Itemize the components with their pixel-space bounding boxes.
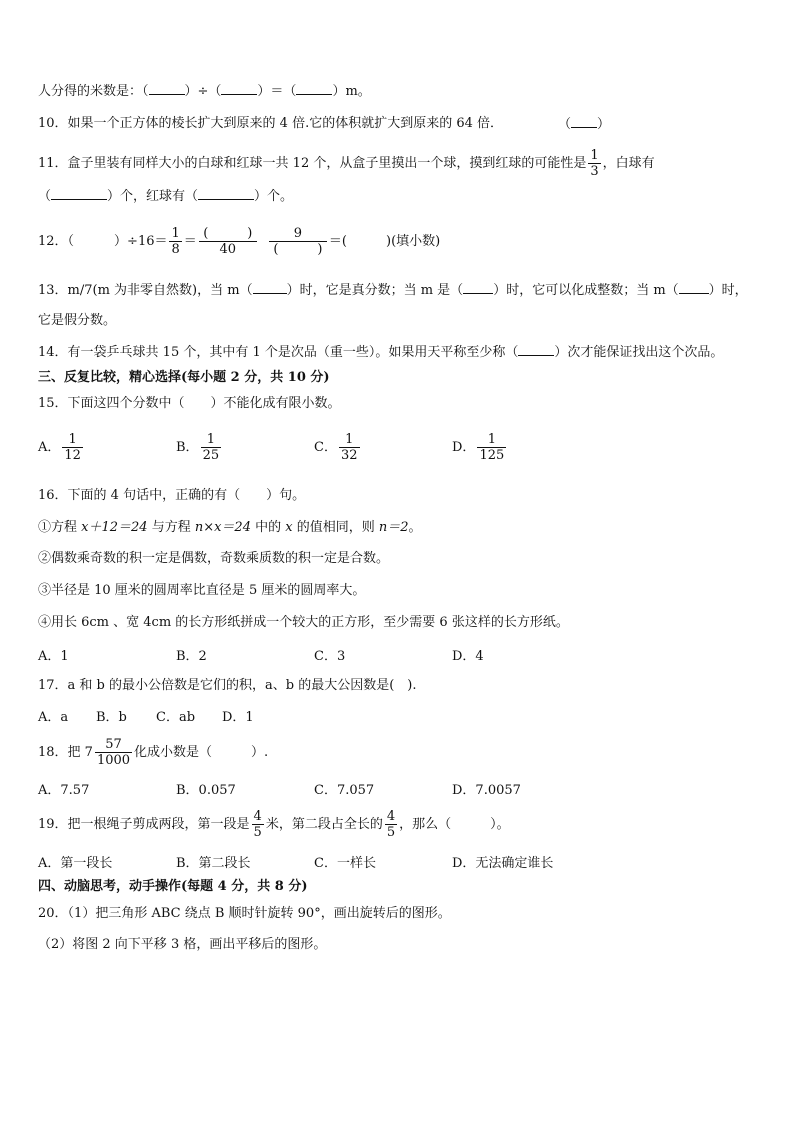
option-a[interactable]: A．7.57: [38, 783, 90, 798]
option-b[interactable]: B．b: [96, 710, 127, 725]
option-d[interactable]: D． $\frac{1}{125}$: [452, 432, 505, 463]
statement-1: ①方程 x＋12＝24 与方程 n×x＝24 中的 x 的值相同，则 n＝2。: [38, 520, 422, 535]
option-d[interactable]: D．7.0057: [452, 783, 521, 798]
answer-blank[interactable]: [221, 81, 257, 95]
question-13: 13．m/7(m 为非零自然数)，当 m（ ）时，它是真分数；当 m 是（ ）时，它可以化成整数；当 m（ ）时，: [38, 280, 748, 301]
answer-blank[interactable]: [679, 280, 709, 294]
section-heading-4: 四、动脑思考，动手操作(每题 4 分，共 8 分): [38, 879, 308, 894]
fraction: $\frac{1}{3}$: [590, 148, 599, 179]
option-a[interactable]: A． $\frac{1}{12}$: [38, 432, 81, 463]
question-17: 17．a 和 b 的最小公倍数是它们的积，a、b 的最大公因数是( ).: [38, 678, 417, 693]
question-10: 10．如果一个正方体的棱长扩大到原来的 4 倍.它的体积就扩大到原来的 64 倍． （ ）: [38, 116, 611, 132]
question-14: 14．有一袋乒乓球共 15 个，其中有 1 个是次品（重一些）。如果用天平称至少称（ ）次才能保证找出这个次品。: [38, 342, 723, 363]
option-c[interactable]: C．7.057: [314, 783, 375, 798]
option-c[interactable]: C．ab: [156, 710, 196, 725]
option-b[interactable]: B．2: [176, 649, 207, 664]
section-heading-3: 三、反复比较，精心选择(每小题 2 分，共 10 分): [38, 370, 330, 385]
option-c[interactable]: C． $\frac{1}{32}$: [314, 432, 358, 463]
option-b[interactable]: B． $\frac{1}{25}$: [176, 432, 220, 463]
question-18: 18．把 7 $\frac{57}{1000}$ 化成小数是（ ）.: [38, 737, 269, 768]
option-d[interactable]: D．1: [222, 710, 254, 725]
fraction: $\frac{1}{8}$: [171, 226, 180, 257]
option-c[interactable]: C．一样长: [314, 856, 376, 871]
fraction[interactable]: $\frac{9}{( )}$: [269, 226, 327, 257]
question-12: 12．（ ）÷16＝ $\frac{1}{8}$ ＝ $\frac{( )}{40}$ $\frac{9}{( )}$ ＝( )(填小数): [38, 226, 441, 257]
answer-blank[interactable]: [296, 81, 332, 95]
answer-blank[interactable]: [51, 186, 107, 200]
question-11: 11．盒子里装有同样大小的白球和红球一共 12 个，从盒子里摸出一个球，摸到红球的可能性是 $\frac{1}{3}$ ，白球有: [38, 148, 655, 179]
answer-blank[interactable]: [463, 280, 493, 294]
fraction: $\frac{4}{5}$: [386, 809, 396, 840]
question-11-line2: （ ）个，红球有（ ）个。: [38, 186, 293, 207]
statement-4: ④用长 6cm 、宽 4cm 的长方形纸拼成一个较大的正方形，至少需要 6 张这样的长方形纸。: [38, 615, 569, 630]
answer-blank[interactable]: [518, 342, 554, 356]
statement-3: ③半径是 10 厘米的圆周率比直径是 5 厘米的圆周率大。: [38, 583, 366, 598]
option-d[interactable]: D．无法确定谁长: [452, 856, 554, 871]
answer-blank[interactable]: [198, 186, 254, 200]
answer-blank[interactable]: [253, 280, 287, 294]
statement-2: ②偶数乘奇数的积一定是偶数，奇数乘质数的积一定是合数。: [38, 551, 390, 566]
option-b[interactable]: B．第二段长: [176, 856, 251, 871]
question-13-line2: 它是假分数。: [38, 313, 117, 328]
answer-blank[interactable]: [149, 81, 185, 95]
option-a[interactable]: A．a: [38, 710, 69, 725]
option-a[interactable]: A．第一段长: [38, 856, 113, 871]
q9-tail: 人分得的米数是：（ ）÷（ ）＝（ ）m。: [38, 81, 371, 102]
answer-blank[interactable]: [571, 114, 597, 128]
question-16: 16．下面的 4 句话中，正确的有（ ）句。: [38, 488, 306, 503]
option-c[interactable]: C．3: [314, 649, 346, 664]
fraction[interactable]: $\frac{( )}{40}$: [199, 226, 257, 257]
question-19: 19．把一根绳子剪成两段，第一段是 $\frac{4}{5}$ 米，第二段占全长的 $\frac{4}{5}$ ，那么（ ）。: [38, 809, 510, 840]
option-d[interactable]: D．4: [452, 649, 484, 664]
question-15: 15．下面这四个分数中（ ）不能化成有限小数。: [38, 396, 341, 411]
fraction: $\frac{4}{5}$: [253, 809, 262, 840]
option-a[interactable]: A．1: [38, 649, 69, 664]
option-b[interactable]: B．0.057: [176, 783, 236, 798]
question-20-part-1: 20．（1）把三角形 ABC 绕点 B 顺时针旋转 90°，画出旋转后的图形。: [38, 906, 451, 921]
question-20-part-2: （2）将图 2 向下平移 3 格，画出平移后的图形。: [38, 937, 327, 952]
fraction: $\frac{57}{1000}$: [96, 737, 131, 768]
